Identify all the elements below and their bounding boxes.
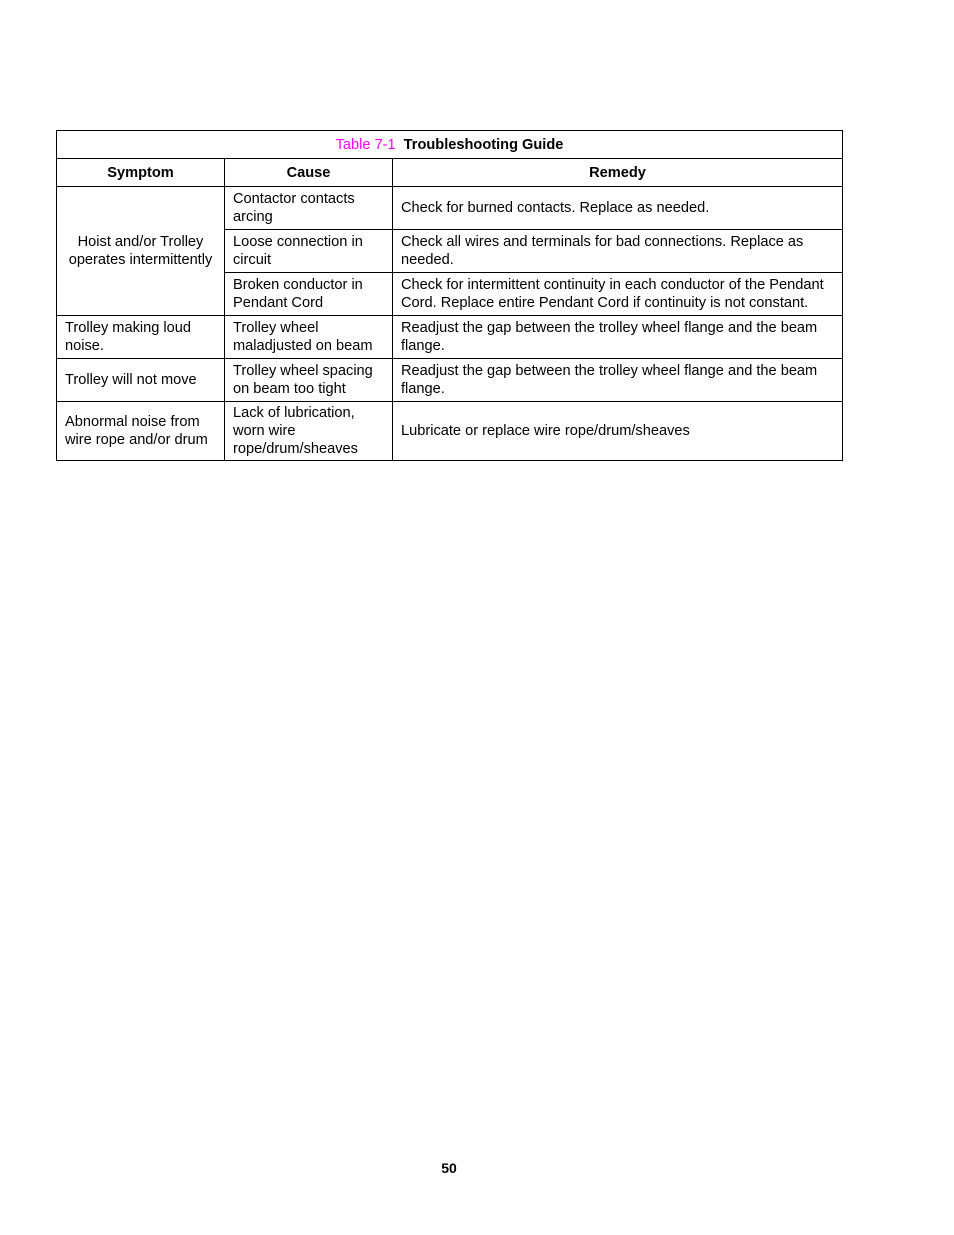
header-symptom: Symptom [57,159,225,187]
cause-cell: Contactor contacts arcing [225,187,393,230]
remedy-cell: Readjust the gap between the trolley wheel flange and the beam flange. [393,359,843,402]
cause-cell: Broken conductor in Pendant Cord [225,273,393,316]
symptom-cell: Hoist and/or Trolley operates intermittently [57,187,225,316]
cause-cell: Lack of lubrication, worn wire rope/drum/sheaves [225,402,393,461]
remedy-cell: Readjust the gap between the trolley wheel flange and the beam flange. [393,316,843,359]
table-row [57,316,843,359]
table-number: Table 7-1 [335,136,396,153]
table-row [57,359,843,402]
remedy-cell: Check all wires and terminals for bad connections. Replace as needed. [393,230,843,273]
page-number: 50 [441,1160,457,1176]
symptom-cell: Trolley making loud noise. [57,316,225,359]
remedy-cell: Check for burned contacts. Replace as needed. [393,187,843,230]
remedy-cell: Lubricate or replace wire rope/drum/sheaves [393,402,843,461]
symptom-cell: Abnormal noise from wire rope and/or drum [57,402,225,461]
table-row [57,402,843,461]
cause-cell: Loose connection in circuit [225,230,393,273]
table-header-row [57,159,843,187]
table-row [57,187,843,230]
table-title: Troubleshooting Guide [403,136,564,153]
table-caption-row [57,131,843,159]
header-remedy: Remedy [393,159,843,187]
symptom-cell: Trolley will not move [57,359,225,402]
troubleshooting-table-container [56,130,842,461]
table-caption [57,131,843,159]
header-cause: Cause [225,159,393,187]
remedy-cell: Check for intermittent continuity in each conductor of the Pendant Cord. Replace entire Pendant Cord if continuity is not constant. [393,273,843,316]
troubleshooting-table [56,130,843,461]
cause-cell: Trolley wheel maladjusted on beam [225,316,393,359]
cause-cell: Trolley wheel spacing on beam too tight [225,359,393,402]
